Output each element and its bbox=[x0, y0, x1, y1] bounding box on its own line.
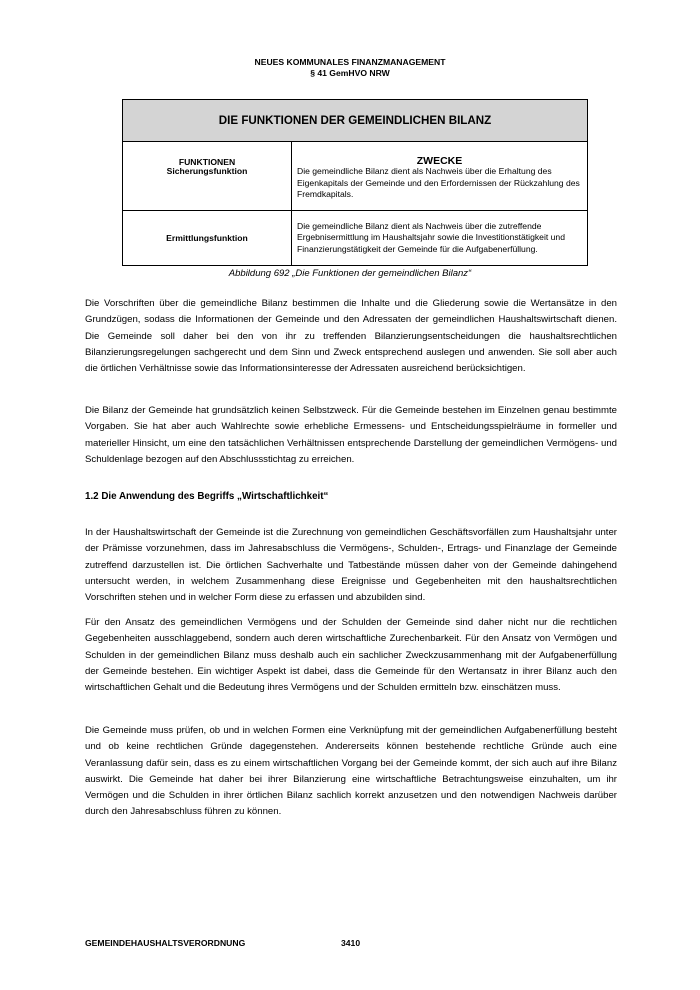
function-cell: Ermittlungsfunktion bbox=[123, 211, 292, 266]
section-heading: 1.2 Die Anwendung des Begriffs „Wirtschaftlichkeit“ bbox=[85, 491, 329, 502]
column-header-functions: FUNKTIONEN bbox=[123, 142, 292, 167]
purpose-cell: Die gemeindliche Bilanz dient als Nachweis über die zutreffende Ergebnisermittlung im Haushaltsjahr sowie die Investitionstätigkeit und Finanzierungstätigkeit der Gemeinde für die Aufgabenerfüllung. bbox=[292, 211, 588, 266]
header-subtitle: § 41 GemHVO NRW bbox=[310, 68, 390, 78]
paragraph: Die Vorschriften über die gemeindliche Bilanz bestimmen die Inhalte und die Gliederung sowie die Wertansätze in den Grundzügen, sodass die Informationen der Gemeinde und den Adressaten der gemeindlichen Haushaltswirtschaft dienen. Die Gemeinde soll daher bei den von ihr zu treffenden Bilanzierungsentscheidungen die haushaltsrechtlichen Bilanzierungsregelungen sachgerecht und dem Sinn und Zweck entsprechend auslegen und anwenden. Sie soll aber auch die örtlichen Verhältnisse sowie das Informationsinteresse der Adressaten ausreichend berücksichtigen. bbox=[85, 298, 617, 375]
column-header-purposes: ZWECKE bbox=[292, 142, 588, 167]
purpose-cell: Die gemeindliche Bilanz dient als Nachweis über die Erhaltung des Eigenkapitals der Gemeinde und den Erfordernissen der Rückzahlung des Fremdkapitals. bbox=[292, 166, 588, 211]
footer-title: GEMEINDEHAUSHALTSVERORDNUNG bbox=[85, 938, 246, 948]
paragraph: Für den Ansatz des gemeindlichen Vermögens und der Schulden der Gemeinde sind daher nicht nur die rechtlichen Gegebenheiten ausschlaggebend, sondern auch deren wirtschaftliche Zurechenbarkeit. Für den Ansatz von Vermögen und Schulden in der gemeindlichen Bilanz muss deshalb auch ein sachlicher Zweckzusammenhang mit der Aufgabenerfüllung der Gemeinde bestehen. Ein wichtiger Aspekt ist dabei, dass die Gemeinde für den Wertansatz in ihrer Bilanz auch den wirtschaftlichen Gehalt und die Bedeutung ihres Vermögens und der Schulden ermitteln bzw. einschätzen muss. bbox=[85, 617, 617, 694]
table-title: DIE FUNKTIONEN DER GEMEINDLICHEN BILANZ bbox=[123, 100, 588, 142]
paragraph: Die Bilanz der Gemeinde hat grundsätzlich keinen Selbstzweck. Für die Gemeinde bestehen im Einzelnen genau bestimmte Vorgaben. Sie hat aber auch Wahlrechte sowie erhebliche Ermessens- und Entscheidungsspielräume in formeller und materieller Hinsicht, um eine den tatsächlichen Verhältnissen entsprechende Darstellung der gemeindlichen Vermögens- und Schuldenlage bezogen auf den Abschlussstichtag zu erreichen. bbox=[85, 405, 617, 465]
table-row bbox=[123, 211, 588, 266]
table-row bbox=[123, 166, 588, 211]
paragraph: Die Gemeinde muss prüfen, ob und in welchen Formen eine Verknüpfung mit der gemeindlichen Aufgabenerfüllung besteht und ob keine rechtlichen Gründe dagegenstehen. Andererseits können bestehende rechtliche Gründe auch eine Veranlassung dafür sein, dass es zu einem wirtschaftlichen Vorgang bei der Gemeinde kommt, der sich auch auf ihre Bilanz auswirkt. Die Gemeinde hat daher bei ihrer Bilanzierung eine wirtschaftliche Betrachtungsweise einzuhalten, um ihr Vermögen und die Schulden in ihrer örtlichen Bilanz sachlich korrekt anzusetzen und den notwendigen Nachweis darüber durch den Jahresabschluss führen zu können. bbox=[85, 725, 617, 818]
figure-caption: Abbildung 692 „Die Funktionen der gemeindlichen Bilanz“ bbox=[228, 268, 472, 279]
functions-table bbox=[122, 99, 588, 266]
header-title: NEUES KOMMUNALES FINANZMANAGEMENT bbox=[254, 57, 446, 67]
function-cell: Sicherungsfunktion bbox=[123, 166, 292, 211]
paragraph: In der Haushaltswirtschaft der Gemeinde ist die Zurechnung von gemeindlichen Geschäftsvorfällen zum Haushaltsjahr unter der Prämisse vorzunehmen, dass im Jahresabschluss die Vermögens-, Schulden-, Ertrags- und Finanzlage der Gemeinde zutreffend darzustellen ist. Die örtlichen Sachverhalte und Tatbestände müssen daher von der Gemeinde dahingehend untersucht werden, in welchem Zusammenhang diese Ereignisse und Gegebenheiten mit den haushaltsrechtlichen Vorschriften stehen und in welcher Form diese zu erfassen und abzubilden sind. bbox=[85, 527, 617, 604]
page-header bbox=[0, 57, 700, 79]
page-number: 3410 bbox=[341, 938, 361, 948]
